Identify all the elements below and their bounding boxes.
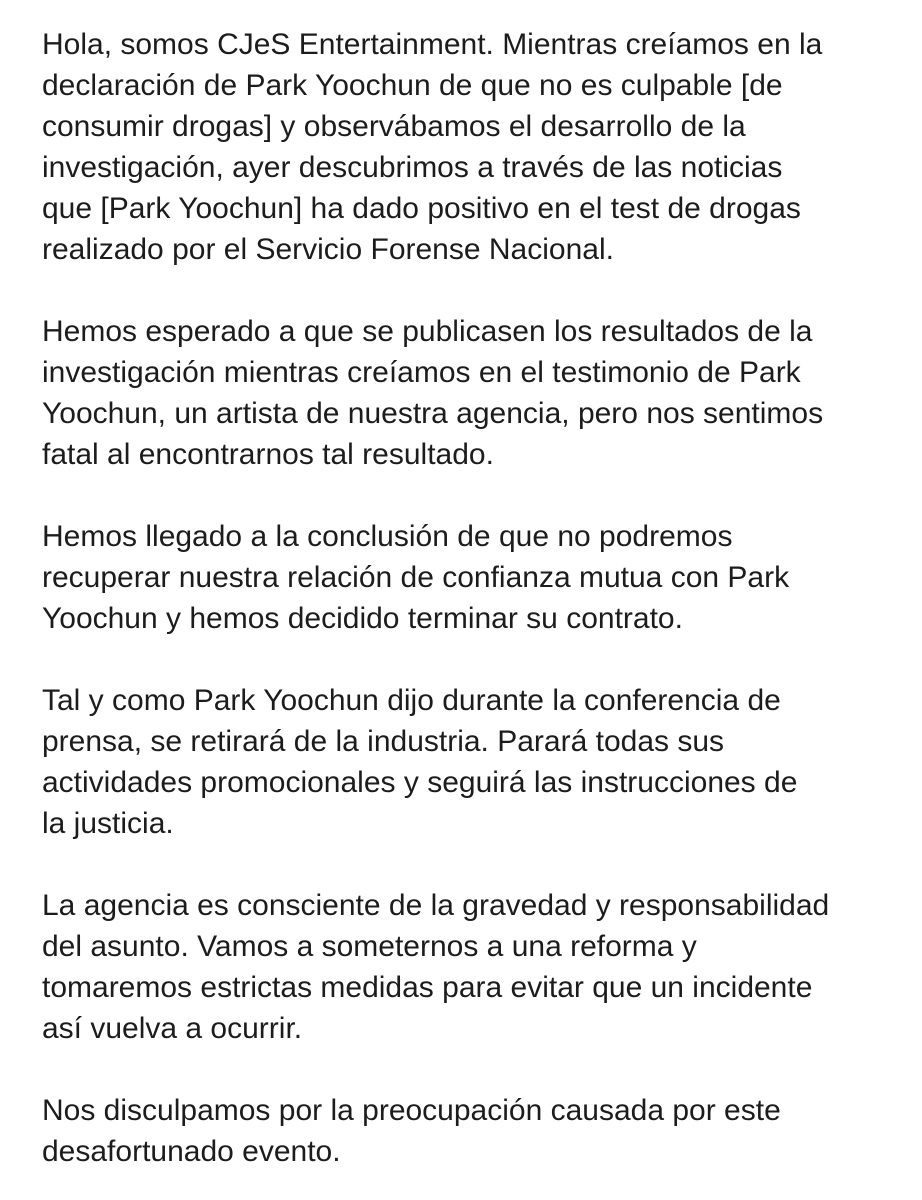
text-line: Yoochun y hemos decidido terminar su contrato.: [42, 602, 683, 635]
text-line: Yoochun, un artista de nuestra agencia, pero nos sentimos: [42, 397, 824, 430]
text-line: así vuelva a ocurrir.: [42, 1012, 303, 1045]
text-line: La agencia es consciente de la gravedad y responsabilidad: [42, 889, 830, 922]
statement-body: [42, 24, 902, 1172]
text-line: Hola, somos CJeS Entertainment. Mientras creíamos en la: [42, 28, 823, 61]
text-line: consumir drogas] y observábamos el desarrollo de la: [42, 110, 746, 143]
text-line: investigación mientras creíamos en el testimonio de Park: [42, 356, 801, 389]
paragraph-5: [42, 885, 902, 1049]
text-line: investigación, ayer descubrimos a través de las noticias: [42, 151, 783, 184]
paragraph-4: [42, 680, 902, 844]
paragraph-3: [42, 516, 902, 639]
text-line: actividades promocionales y seguirá las instrucciones de: [42, 766, 798, 799]
text-line: que [Park Yoochun] ha dado positivo en el test de drogas: [42, 192, 801, 225]
text-line: fatal al encontrarnos tal resultado.: [42, 438, 494, 471]
text-line: realizado por el Servicio Forense Nacional.: [42, 233, 614, 266]
text-line: Hemos llegado a la conclusión de que no podremos: [42, 520, 733, 553]
text-line: del asunto. Vamos a someternos a una reforma y: [42, 930, 697, 963]
paragraph-2: [42, 311, 902, 475]
text-line: Nos disculpamos por la preocupación causada por este: [42, 1094, 781, 1127]
text-line: tomaremos estrictas medidas para evitar que un incidente: [42, 971, 813, 1004]
paragraph-1: [42, 24, 902, 270]
text-line: declaración de Park Yoochun de que no es culpable [de: [42, 69, 783, 102]
text-line: prensa, se retirará de la industria. Parará todas sus: [42, 725, 725, 758]
text-line: recuperar nuestra relación de confianza mutua con Park: [42, 561, 790, 594]
paragraph-6: [42, 1090, 902, 1172]
text-line: desafortunado evento.: [42, 1135, 341, 1168]
text-line: Tal y como Park Yoochun dijo durante la conferencia de: [42, 684, 781, 717]
text-line: Hemos esperado a que se publicasen los resultados de la: [42, 315, 813, 348]
text-line: la justicia.: [42, 807, 174, 840]
